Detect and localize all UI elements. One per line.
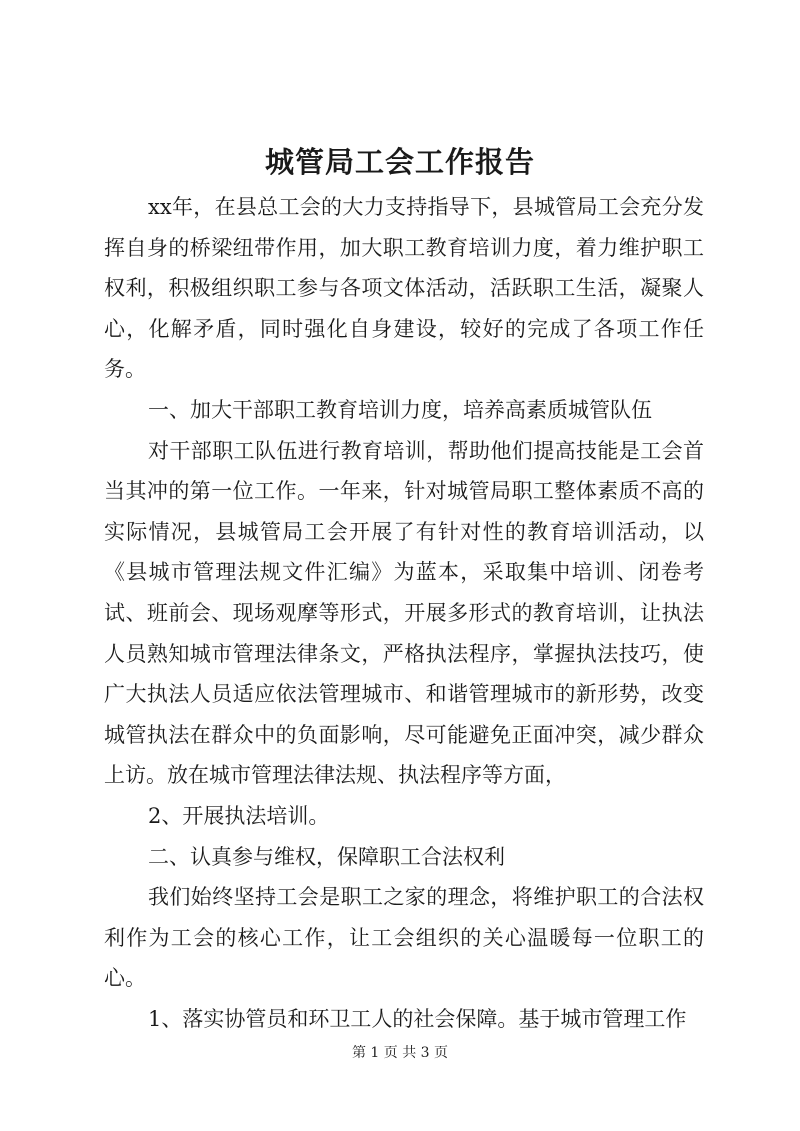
section-heading-1: 一、加大干部职工教育培训力度，培养高素质城管队伍 — [148, 397, 652, 422]
list-item-training: 2、开展执法培训。 — [148, 803, 330, 828]
paragraph-rights: 我们始终坚持工会是职工之家的理念，将维护职工的合法权利作为工会的核心工作，让工会组织的关心温暖每一位职工的心。 — [104, 885, 704, 991]
document-body — [104, 187, 704, 1039]
list-item-social-security: 1、落实协管员和环卫工人的社会保障。基于城市管理工作 — [148, 1006, 687, 1031]
section-heading-2: 二、认真参与维权，保障职工合法权利 — [148, 844, 505, 869]
paragraph-training: 对干部职工队伍进行教育培训，帮助他们提高技能是工会首当其冲的第一位工作。一年来，针对城管局职工整体素质不高的实际情况，县城管局工会开展了有针对性的教育培训活动，以《县城市管理法规文件汇编》为蓝本，采取集中培训、闭卷考试、班前会、现场观摩等形式，开展多形式的教育培训，让执法人员熟知城市管理法律条文，严格执法程序，掌握执法技巧，使广大执法人员适应依法管理城市、和谐管理城市的新形势，改变城管执法在群众中的负面影响，尽可能避免正面冲突，减少群众上访。放在城市管理法律法规、执法程序等方面， — [104, 438, 704, 788]
paragraph-intro: xx年，在县总工会的大力支持指导下，县城管局工会充分发挥自身的桥梁纽带作用，加大职工教育培训力度，着力维护职工权利，积极组织职工参与各项文体活动，活跃职工生活，凝聚人心，化解矛盾，同时强化自身建设，较好的完成了各项工作任务。 — [104, 195, 704, 382]
document-title: 城管局工会工作报告 — [264, 145, 535, 179]
page-number-footer: 第 1 页 共 3 页 — [351, 1045, 449, 1061]
